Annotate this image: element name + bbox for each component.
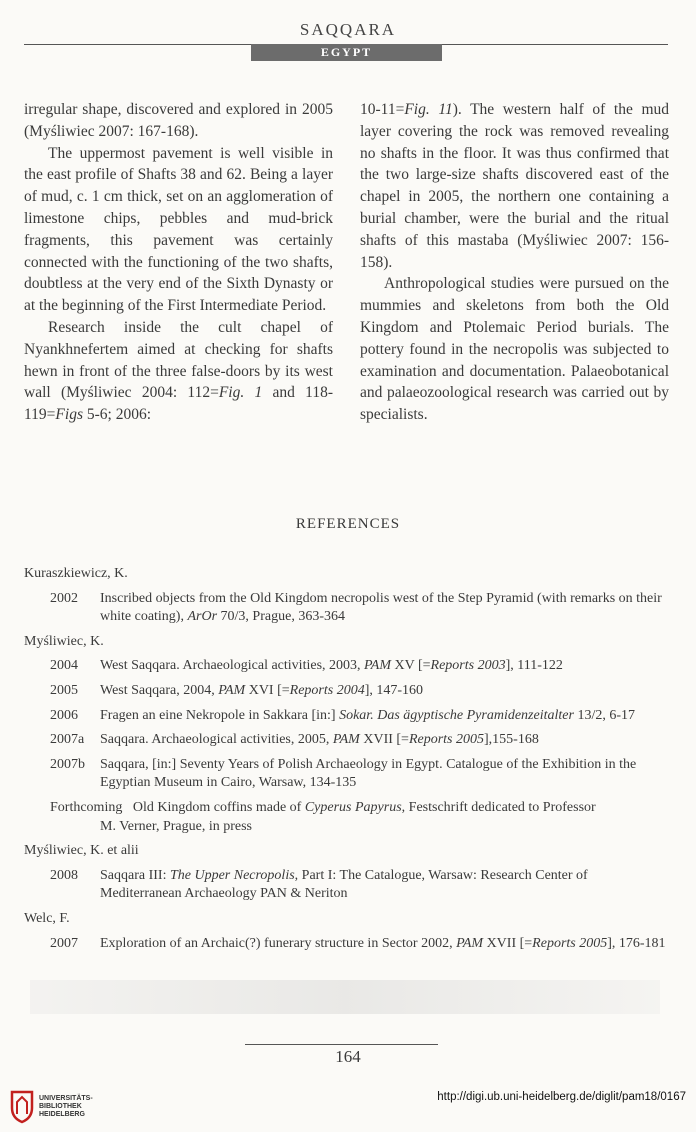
reference-year: 2002 bbox=[50, 590, 78, 606]
page-number: 164 bbox=[335, 1047, 361, 1066]
reference-author: Welc, F. bbox=[24, 910, 70, 926]
footer-rule bbox=[245, 1044, 438, 1045]
library-seal-icon bbox=[8, 1090, 36, 1124]
reference-group bbox=[24, 910, 669, 953]
reference-year: 2007b bbox=[50, 756, 85, 772]
running-header-title: SAQQARA bbox=[299, 20, 397, 39]
reference-entry bbox=[50, 682, 669, 701]
figure-reference: Fig. 11 bbox=[404, 101, 453, 118]
reference-text: Inscribed objects from the Old Kingdom necropolis west of the Step Pyramid (with remarks on their white coating), ArOr 70/3, Prague, 363-364 bbox=[100, 590, 662, 625]
references-heading: REFERENCES bbox=[295, 516, 401, 532]
reference-text: Saqqara, [in:] Seventy Years of Polish Archaeology in Egypt. Catalogue of the Exhibition in the Egyptian Museum in Cairo, Warsaw, 134-135 bbox=[100, 756, 637, 791]
paragraph: Research inside the cult chapel of Nyankhnefertem aimed at checking for shafts hewn in front of the three false-doors by its west wall (Myśliwiec 2004: 112=Fig. 1 and 118-119=Figs 5-6; 2006: bbox=[24, 318, 333, 424]
reference-text: Exploration of an Archaic(?) funerary structure in Sector 2002, PAM XVII [=Reports 2005], 176-181 bbox=[100, 935, 666, 951]
reference-year: 2008 bbox=[50, 867, 78, 883]
running-header-subtitle: EGYPT bbox=[251, 44, 442, 61]
reference-text: Saqqara. Archaeological activities, 2005, PAM XVII [=Reports 2005],155-168 bbox=[100, 732, 539, 748]
body-column-right bbox=[360, 99, 669, 426]
reference-text: West Saqqara. Archaeological activities, 2003, PAM XV [=Reports 2003], 111-122 bbox=[100, 658, 563, 674]
paragraph: The uppermost pavement is well visible in the east profile of Shafts 38 and 62. Being a layer of mud, c. 1 cm thick, set on an agglomeration of limestone chips, pebbles and mud-brick fragments, this pavement was certainly connected with the functioning of the two shafts, doubtless at the very end of the Sixth Dynasty or at the beginning of the First Intermediate Period. bbox=[24, 144, 333, 315]
bleed-through-shadow bbox=[30, 980, 660, 1014]
reference-year: 2005 bbox=[50, 682, 78, 698]
reference-year: 2004 bbox=[50, 658, 78, 674]
figure-reference: Fig. 1 bbox=[218, 384, 263, 402]
reference-text: Saqqara III: The Upper Necropolis, Part I: The Catalogue, Warsaw: Research Center of Mediterranean Archaeology PAN & Neriton bbox=[100, 867, 588, 902]
references-list bbox=[24, 565, 669, 959]
paragraph: irregular shape, discovered and explored in 2005 (Myśliwiec 2007: 167-168). bbox=[24, 101, 333, 140]
library-logo bbox=[8, 1090, 93, 1124]
figure-reference: Figs bbox=[55, 406, 83, 424]
reference-text: M. Verner, Prague, in press bbox=[100, 818, 252, 834]
reference-group bbox=[24, 633, 669, 836]
reference-entry bbox=[50, 731, 669, 750]
reference-entry bbox=[50, 867, 669, 904]
library-name: UNIVERSITÄTS- BIBLIOTHEK HEIDELBERG bbox=[39, 1095, 93, 1118]
reference-entry-forthcoming: Forthcoming Old Kingdom coffins made of Cyperus Papyrus, Festschrift dedicated to Professor M. Verner, Prague, in press bbox=[50, 799, 669, 836]
paragraph: 10-11=Fig. 11). The western half of the mud layer covering the rock was removed revealing no shafts in the floor. It was thus confirmed that the two large-size shafts discovered east of the chapel in 2005, the northern one containing a burial chamber, were the burial and the ritual shafts of this mastaba (Myśliwiec 2007: 156-158). bbox=[360, 101, 669, 271]
reference-group bbox=[24, 565, 669, 627]
reference-text: West Saqqara, 2004, PAM XVI [=Reports 2004], 147-160 bbox=[100, 682, 424, 698]
seal-arch bbox=[17, 1097, 27, 1114]
source-url[interactable]: http://digi.ub.uni-heidelberg.de/diglit/pam18/0167 bbox=[437, 1091, 686, 1103]
reference-year: 2007 bbox=[50, 935, 78, 951]
reference-author: Kuraszkiewicz, K. bbox=[24, 566, 128, 581]
reference-entry bbox=[50, 756, 669, 793]
reference-entry bbox=[50, 935, 669, 954]
reference-group bbox=[24, 842, 669, 904]
reference-text: Fragen an eine Nekropole in Sakkara [in:] Sokar. Das ägyptische Pyramidenzeitalter 13/2, 6-17 bbox=[100, 707, 636, 723]
reference-year: Forthcoming bbox=[50, 799, 123, 815]
reference-year: 2006 bbox=[50, 707, 78, 723]
reference-author: Myśliwiec, K. bbox=[24, 633, 104, 649]
reference-entry bbox=[50, 707, 669, 726]
reference-entry bbox=[50, 590, 669, 627]
reference-entry bbox=[50, 657, 669, 676]
body-column-left bbox=[24, 99, 333, 426]
reference-year: 2007a bbox=[50, 732, 85, 748]
paragraph: Anthropological studies were pursued on the mummies and skeletons from both the Old Kingdom and Ptolemaic Period burials. The pottery found in the necropolis was subjected to examination and documentation. Palaeobotanical and palaeozoological research was carried out by specialists. bbox=[360, 275, 669, 424]
reference-author: Myśliwiec, K. et alii bbox=[24, 843, 139, 859]
